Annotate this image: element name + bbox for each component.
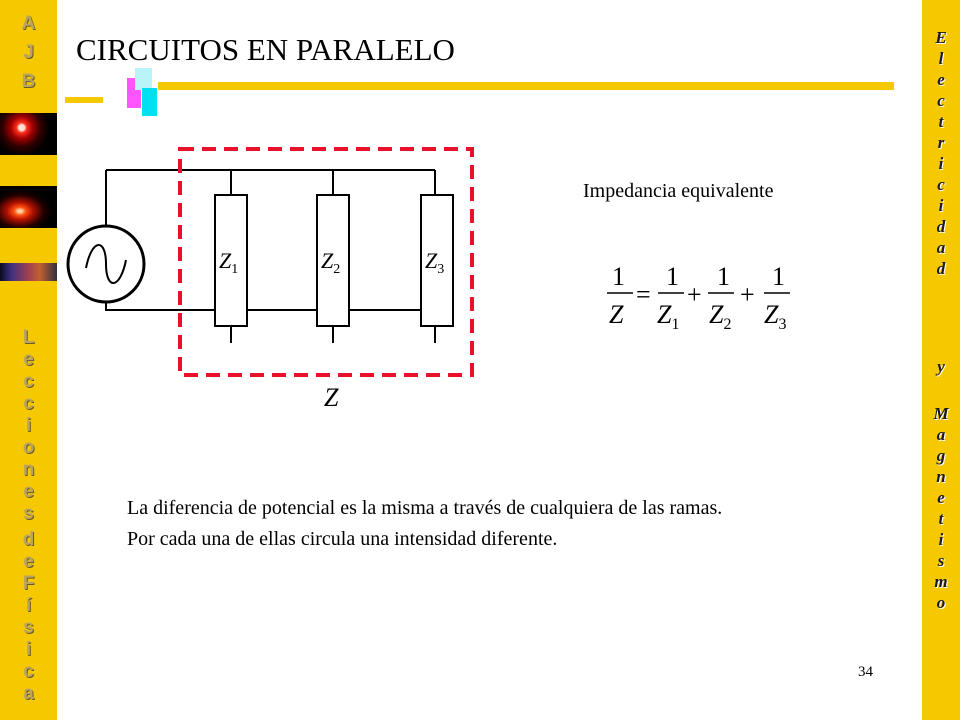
body-text-line-1: La diferencia de potencial es la misma a través de cualquiera de las ramas. [127, 497, 723, 519]
lamp-photo-thumbnail [0, 113, 57, 155]
sidebar-letter: i [938, 196, 944, 215]
sidebar-letter: c [23, 393, 34, 414]
sidebar-letter: a [23, 683, 34, 704]
sidebar-letter: E [935, 28, 947, 47]
sidebar-letter: t [938, 112, 944, 131]
z2-label: $Z_2$ [321, 248, 341, 277]
sidebar-letter: t [938, 509, 944, 528]
sidebar-letter: o [22, 437, 35, 458]
sidebar-letter: e [23, 551, 34, 572]
sidebar-letter: e [937, 70, 945, 89]
sidebar-letter: F [22, 573, 35, 594]
sidebar-letter: d [22, 529, 35, 550]
sidebar-letter: m [934, 572, 948, 591]
spectrum-photo-thumbnail [0, 263, 57, 281]
sidebar-letter: s [23, 617, 34, 638]
sidebar-letter: c [937, 91, 945, 110]
sidebar-letter: d [936, 217, 946, 236]
sidebar-letter: d [936, 259, 946, 278]
sidebar-letter: r [937, 133, 945, 152]
sidebar-letter: l [938, 49, 944, 68]
glow-photo-thumbnail [0, 186, 57, 228]
sidebar-letter: s [937, 551, 945, 570]
parallel-circuit-diagram [60, 140, 500, 420]
formula-numerator: 1 [612, 262, 625, 291]
sidebar-letter: g [936, 446, 946, 465]
z1-label: $Z_1$ [219, 248, 239, 277]
plus-sign: + [740, 280, 755, 309]
equivalent-impedance-formula [600, 255, 810, 345]
equals-sign: = [636, 280, 651, 309]
sidebar-letter: c [937, 175, 945, 194]
sidebar-letter: M [933, 404, 949, 423]
decorative-blocks [120, 64, 164, 120]
sidebar-letter: s [23, 503, 34, 524]
sidebar-letter: J [23, 42, 34, 63]
sidebar-letter: o [936, 593, 946, 612]
sidebar-letter: a [936, 425, 946, 444]
light-cyan-block [135, 68, 152, 90]
sidebar-letter: i [938, 154, 944, 173]
formula-numerator: 1 [772, 262, 785, 291]
sidebar-letter: e [23, 349, 34, 370]
formula-denominator: $Z_2$ [709, 300, 732, 333]
sidebar-letter: L [22, 327, 35, 348]
sidebar-letter: n [936, 467, 946, 486]
formula-denominator: $Z_3$ [764, 300, 787, 333]
title-underline-stub [65, 97, 103, 103]
page-number: 34 [858, 664, 873, 680]
formula-denominator: $Z_1$ [657, 300, 680, 333]
sidebar-letter: i [25, 415, 32, 436]
sidebar-letter: y [937, 357, 945, 376]
equivalent-impedance-label: Impedancia equivalente [583, 180, 774, 202]
sidebar-letter: a [936, 238, 946, 257]
cyan-block [142, 88, 157, 116]
body-text-line-2: Por cada una de ellas circula una intensidad diferente. [127, 528, 558, 550]
title-underline-bar [158, 82, 894, 90]
formula-denominator: Z [609, 300, 624, 329]
sidebar-letter: i [938, 530, 944, 549]
sidebar-letter: B [21, 71, 36, 92]
sidebar-letter: e [23, 481, 34, 502]
sidebar-letter: c [23, 661, 34, 682]
page-title: CIRCUITOS EN PARALELO [76, 32, 455, 67]
plus-sign: + [687, 280, 702, 309]
total-z-label: Z [324, 383, 339, 412]
z3-label: $Z_3$ [425, 248, 445, 277]
sidebar-letter: i [25, 639, 32, 660]
sidebar-letter: A [21, 13, 36, 34]
sidebar-letter: e [937, 488, 945, 507]
formula-numerator: 1 [666, 262, 679, 291]
sidebar-letter: c [23, 371, 34, 392]
sidebar-letter: n [22, 459, 35, 480]
sidebar-letter: í [25, 595, 32, 616]
left-sidebar-letters [0, 0, 57, 720]
main-wire [106, 170, 435, 310]
formula-numerator: 1 [717, 262, 730, 291]
